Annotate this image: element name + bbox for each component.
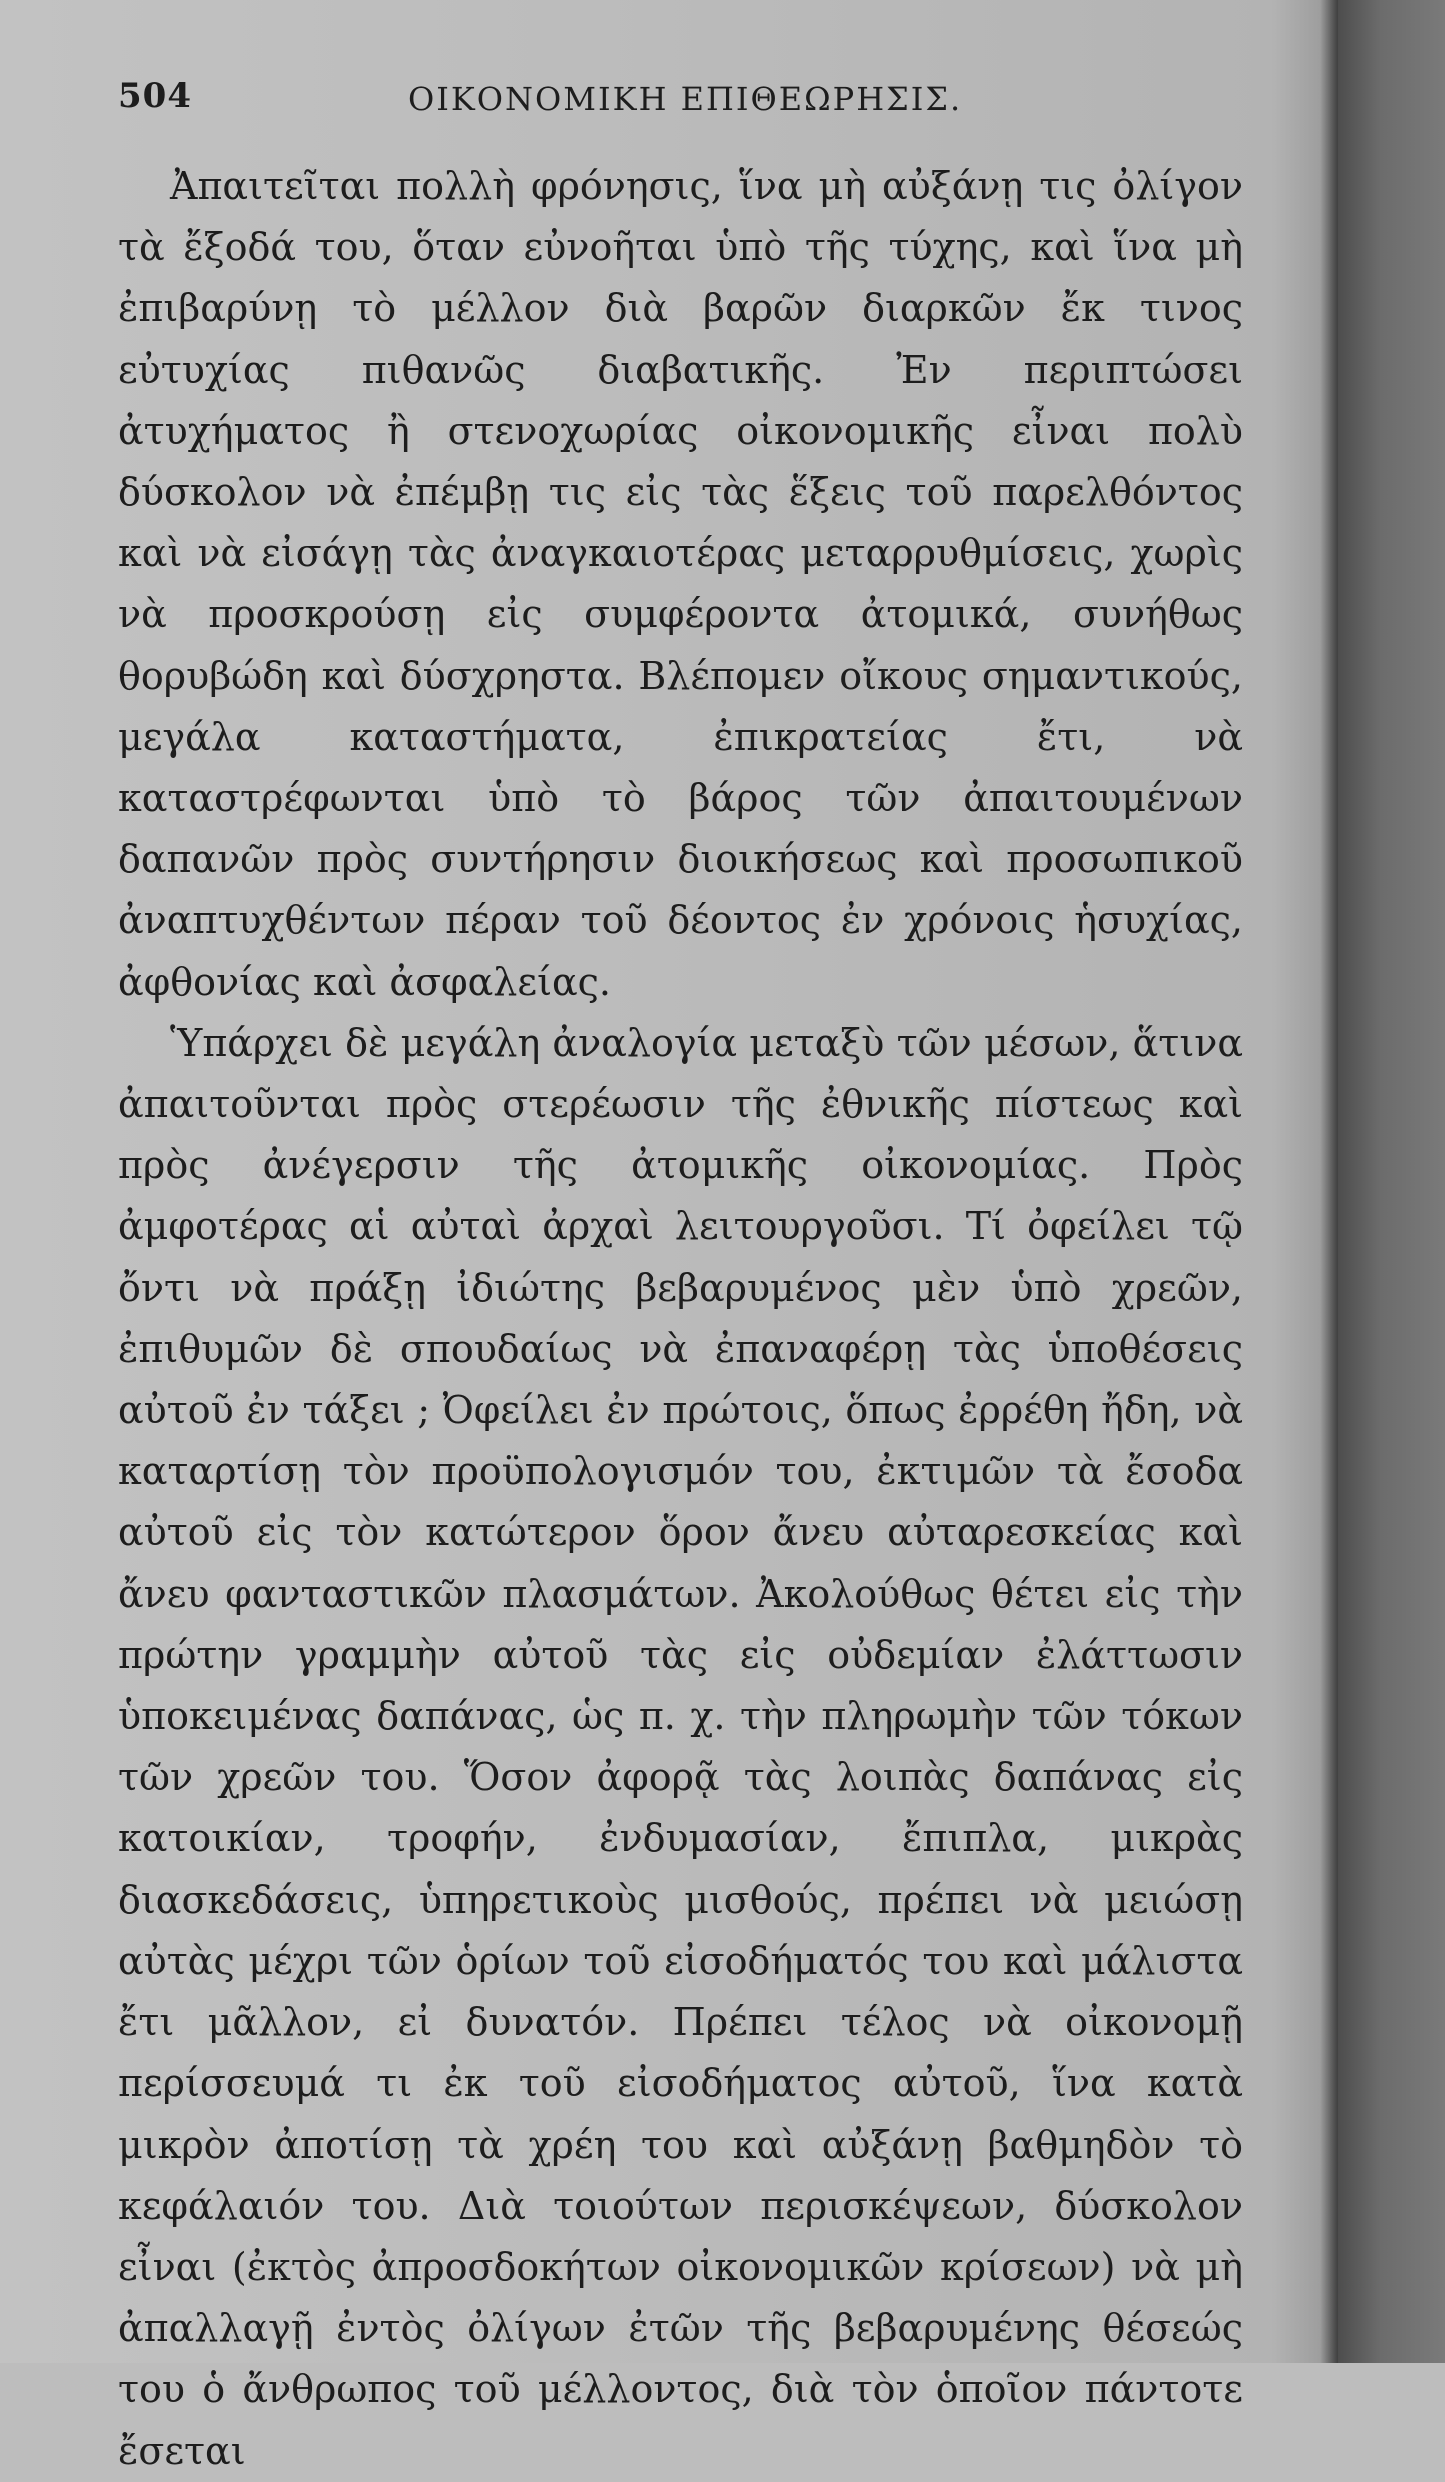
- binding-shadow: [1320, 0, 1338, 2363]
- page-number: 504: [118, 76, 192, 116]
- paragraph-1: Ἀπαιτεῖται πολλὴ φρόνησις, ἵνα μὴ αὐξάνῃ τις ὀλίγον τὰ ἔξοδά του, ὅταν εὐνοῆται ὑπὸ τῆς τύχης, καὶ ἵνα μὴ ἐπιβαρύνῃ τὸ μέλλον διὰ βαρῶν διαρκῶν ἔκ τινος εὐτυχίας πιθανῶς διαβατικῆς. Ἐν περιπτώσει ἀτυχήματος ἢ στενοχωρίας οἰκονομικῆς εἶναι πολὺ δύσκολον νὰ ἐπέμβῃ τις εἰς τὰς ἕξεις τοῦ παρελθόντος καὶ νὰ εἰσάγῃ τὰς ἀναγκαιοτέρας μεταρρυθμίσεις, χωρὶς νὰ προσκρούσῃ εἰς συμφέροντα ἀτομικά, συνήθως θορυβώδη καὶ δύσχρηστα. Βλέπομεν οἴκους σημαντικούς, μεγάλα καταστήματα, ἐπικρατείας ἔτι, νὰ καταστρέφωνται ὑπὸ τὸ βάρος τῶν ἀπαιτουμένων δαπανῶν πρὸς συντήρησιν διοικήσεως καὶ προσωπικοῦ ἀναπτυχθέντων πέραν τοῦ δέοντος ἐν χρόνοις ἡσυχίας, ἀφθονίας καὶ ἀσφαλείας.: [118, 164, 1243, 1004]
- book-page: [118, 68, 1243, 2473]
- adjacent-page-edge: [1338, 0, 1445, 2363]
- paragraph-2: Ὑπάρχει δὲ μεγάλη ἀναλογία μεταξὺ τῶν μέσων, ἅτινα ἀπαιτοῦνται πρὸς στερέωσιν τῆς ἐθνικῆς πίστεως καὶ πρὸς ἀνέγερσιν τῆς ἀτομικῆς οἰκονομίας. Πρὸς ἀμφοτέρας αἱ αὐταὶ ἀρχαὶ λειτουργοῦσι. Τί ὀφείλει τῷ ὄντι νὰ πράξῃ ἰδιώτης βεβαρυμένος μὲν ὑπὸ χρεῶν, ἐπιθυμῶν δὲ σπουδαίως νὰ ἐπαναφέρῃ τὰς ὑποθέσεις αὐτοῦ ἐν τάξει ; Ὀφείλει ἐν πρώτοις, ὅπως ἐρρέθη ἤδη, νὰ καταρτίσῃ τὸν προϋπολογισμόν του, ἐκτιμῶν τὰ ἔσοδα αὐτοῦ εἰς τὸν κατώτερον ὅρον ἄνευ αὐταρεσκείας καὶ ἄνευ φανταστικῶν πλασμάτων. Ἀκολούθως θέτει εἰς τὴν πρώτην γραμμὴν αὐτοῦ τὰς εἰς οὐδεμίαν ἐλάττωσιν ὑποκειμένας δαπάνας, ὡς π. χ. τὴν πληρωμὴν τῶν τόκων τῶν χρεῶν του. Ὅσον ἀφορᾷ τὰς λοιπὰς δαπάνας εἰς κατοικίαν, τροφήν, ἐνδυμασίαν, ἔπιπλα, μικρὰς διασκεδάσεις, ὑπηρετικοὺς μισθούς, πρέπει νὰ μειώσῃ αὐτὰς μέχρι τῶν ὁρίων τοῦ εἰσοδήματός του καὶ μάλιστα ἔτι μᾶλλον, εἰ δυνατόν. Πρέπει τέλος νὰ οἰκονομῇ περίσσευμά τι ἐκ τοῦ εἰσοδήματος αὐτοῦ, ἵνα κατὰ μικρὸν ἀποτίσῃ τὰ χρέη του καὶ αὐξάνῃ βαθμηδὸν τὸ κεφάλαιόν του. Διὰ τοιούτων περισκέψεων, δύσκολον εἶναι (ἐκτὸς ἀπροσδοκήτων οἰκονομικῶν κρίσεων) νὰ μὴ ἀπαλλαγῇ ἐντὸς ὀλίγων ἐτῶν τῆς βεβαρυμένης θέσεώς του ὁ ἄνθρωπος τοῦ μέλλοντος, διὰ τὸν ὁποῖον πάντοτε ἔσεται: [118, 1020, 1243, 2473]
- body-text: [118, 156, 1243, 2482]
- page-header: [118, 68, 1243, 138]
- running-head: ΟΙΚΟΝΟΜΙΚΗ ΕΠΙΘΕΩΡΗΣΙΣ.: [408, 80, 963, 118]
